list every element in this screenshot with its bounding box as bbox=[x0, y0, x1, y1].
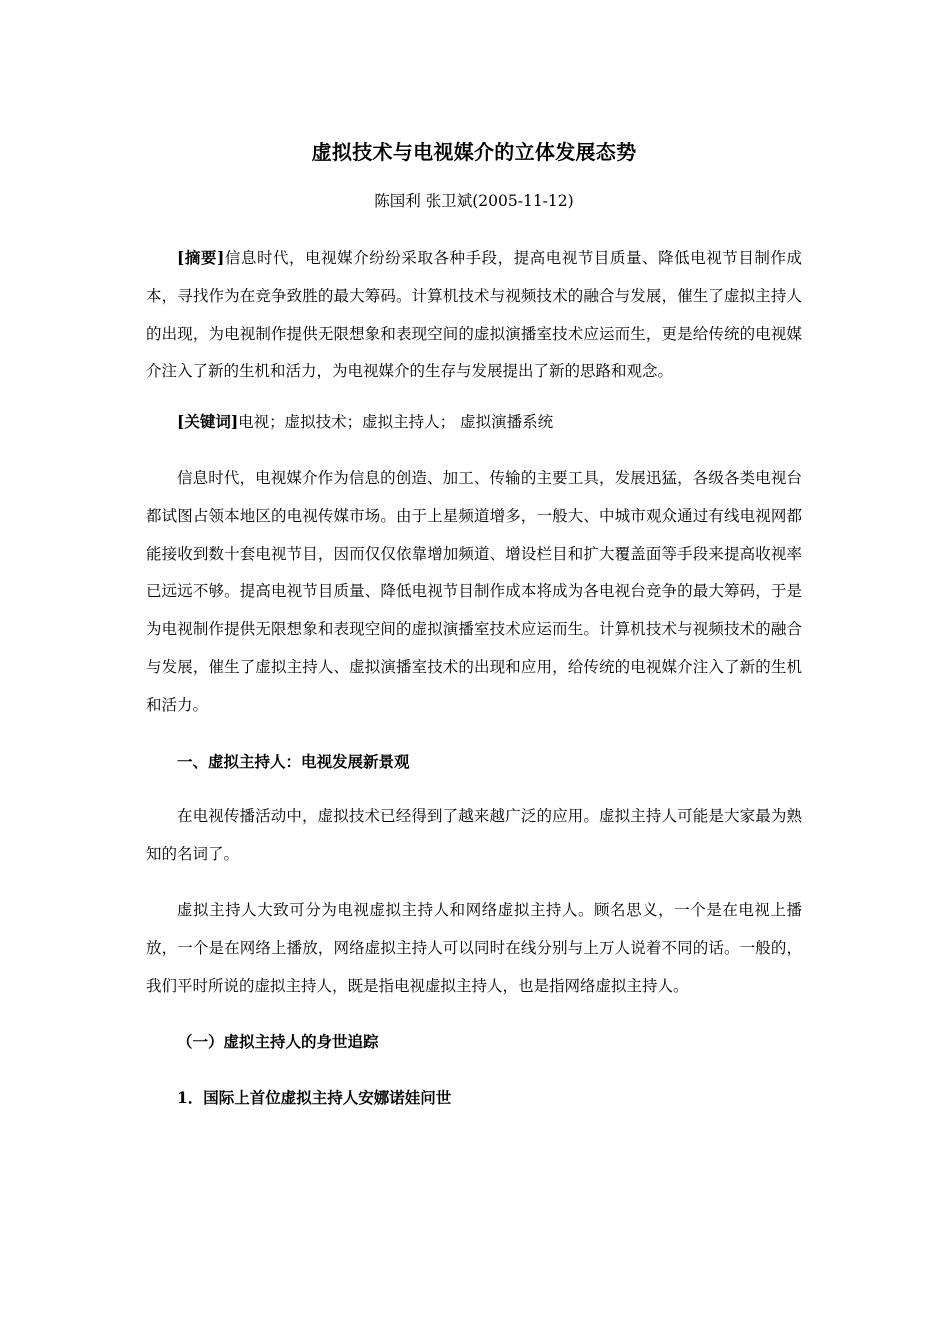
keywords-label: [关键词] bbox=[177, 412, 239, 432]
keywords-text: 电视；虚拟技术；虚拟主持人； 虚拟演播系统 bbox=[238, 413, 554, 432]
section-paragraph-1: 在电视传播活动中，虚拟技术已经得到了越来越广泛的应用。虚拟主持人可能是大家最为熟知的名词了。 bbox=[146, 807, 802, 864]
section-heading: 一、虚拟主持人：电视发展新景观 bbox=[177, 751, 410, 771]
abstract-text: 信息时代，电视媒介纷纷采取各种手段，提高电视节目质量、降低电视节目制作成本，寻找作为在竞争致胜的最大筹码。计算机技术与视频技术的融合与发展，催生了虚拟主持人的出现，为电视制作提供无限想象和表现空间的虚拟演播室技术应运而生，更是给传统的电视媒介注入了新的生机和活力，为电视媒介的生存与发展提出了新的思路和观念。 bbox=[146, 249, 802, 381]
subsection-heading: （一）虚拟主持人的身世追踪 bbox=[177, 1032, 379, 1052]
document-title: 虚拟技术与电视媒介的立体发展态势 bbox=[311, 140, 637, 164]
keywords-paragraph bbox=[146, 403, 802, 442]
abstract-label: [摘要] bbox=[177, 248, 225, 267]
item-heading: 1．国际上首位虚拟主持人安娜诺娃问世 bbox=[177, 1088, 452, 1108]
abstract-paragraph bbox=[146, 239, 802, 391]
section-paragraph-2: 虚拟主持人大致可分为电视虚拟主持人和网络虚拟主持人。顾名思义，一个是在电视上播放，一个是在网络上播放，网络虚拟主持人可以同时在线分别与上万人说着不同的话。一般的，我们平时所说的虚拟主持人，既是指电视虚拟主持人，也是指网络虚拟主持人。 bbox=[146, 900, 802, 995]
author-byline: 陈国利 张卫斌(2005-11-12) bbox=[374, 192, 574, 210]
intro-paragraph: 信息时代，电视媒介作为信息的创造、加工、传输的主要工具，发展迅猛，各级各类电视台都试图占领本地区的电视传媒市场。由于上星频道增多，一般大、中城市观众通过有线电视网都能接收到数十套电视节目，因而仅仅依靠增加频道、增设栏目和扩大覆盖面等手段来提高收视率已远远不够。提高电视节目质量、降低电视节目制作成本将成为各电视台竞争的最大筹码，于是为电视制作提供无限想象和表现空间的虚拟演播室技术应运而生。计算机技术与视频技术的融合与发展，催生了虚拟主持人、虚拟演播室技术的出现和应用，给传统的电视媒介注入了新的生机和活力。 bbox=[146, 468, 802, 714]
